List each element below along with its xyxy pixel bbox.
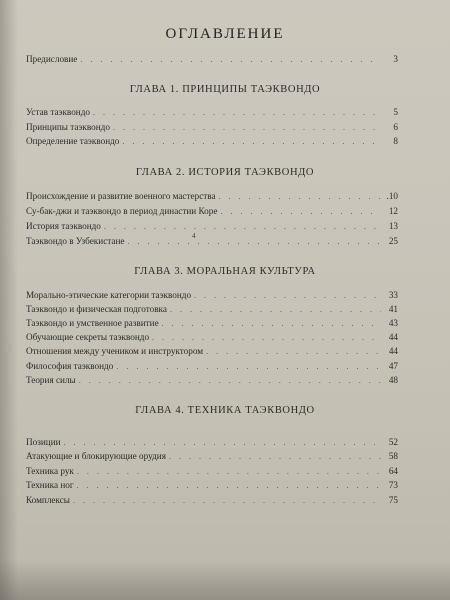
leader-dots: [162, 319, 381, 328]
leader-dots: [77, 481, 381, 490]
toc-entry: [26, 290, 398, 302]
leader-dots: [116, 362, 381, 371]
leader-dots: [93, 108, 381, 117]
leader-dots: [73, 496, 381, 505]
toc-entry-label: Предисловие: [26, 54, 78, 64]
toc-entry-page: 41: [388, 304, 398, 314]
toc-entry-label: Таэквондо и умственное развитие: [26, 318, 159, 328]
toc-entry-page: 5: [393, 107, 398, 117]
toc-entry-page: 75: [388, 495, 398, 505]
leader-dots: [104, 222, 381, 231]
toc-entry-page: 3: [393, 54, 398, 64]
leader-dots: [127, 237, 381, 246]
toc-entry-label: Техника рук: [26, 466, 74, 476]
toc-entry-label: История таэквондо: [26, 221, 101, 231]
toc-entry-label: Техника ног: [26, 480, 74, 490]
page-shadow-bottom: [0, 560, 450, 600]
toc-entry-label: Морально-этические категории таэквондо: [26, 290, 192, 300]
toc-entry-page: 44: [388, 346, 398, 356]
toc-entry-preface: [26, 54, 398, 66]
toc-entry: [26, 221, 398, 233]
toc-entry-label: Отношения между учеником и инструктором: [26, 346, 204, 356]
toc-entry: [26, 206, 398, 218]
toc-entry-label: Комплексы: [26, 495, 70, 505]
leader-dots: [194, 291, 381, 300]
toc-entry: [26, 437, 398, 449]
toc-entry-page: 48: [388, 375, 398, 385]
toc-entry: [26, 318, 398, 330]
toc-entry-label: Позиции: [26, 437, 61, 447]
leader-dots: [79, 376, 381, 385]
toc-entry: [26, 480, 398, 492]
leader-dots: [77, 467, 381, 476]
toc-entry: [26, 361, 398, 373]
toc-entry: [26, 191, 398, 203]
leader-dots: [169, 452, 381, 461]
toc-entry-label: Обучающие секреты таэквондо: [26, 332, 150, 342]
toc-entry-label: Атакующие и блокирующие орудия: [26, 451, 166, 461]
toc-entry-page: 47: [388, 361, 398, 371]
toc-entry-label: Таэквондо в Узбекистане: [26, 236, 125, 246]
leader-dots: [170, 305, 381, 314]
chapter-heading-3: ГЛАВА 3. МОРАЛЬНАЯ КУЛЬТУРА: [134, 266, 316, 277]
toc-entry: [26, 236, 398, 248]
toc-entry-label: Происхождение и развитие военного мастерства: [26, 191, 216, 201]
toc-entry-label: Таэквондо и физическая подготовка: [26, 304, 167, 314]
toc-entry: [26, 304, 398, 316]
toc-entry-page: 73: [388, 480, 398, 490]
toc-entry-page: 8: [393, 136, 398, 146]
toc-entry-label: Теория силы: [26, 375, 76, 385]
leader-dots: [206, 347, 381, 356]
toc-entry: [26, 466, 398, 478]
toc-entry: [26, 122, 398, 134]
toc-entry-page: 33: [388, 290, 398, 300]
page-title: ОГЛАВЛЕНИЕ: [165, 26, 285, 42]
toc-entry-page: 12: [388, 206, 398, 216]
toc-entry: [26, 107, 398, 119]
toc-entry-label: Устав таэквондо: [26, 107, 90, 117]
toc-entry-page: 64: [388, 466, 398, 476]
toc-entry: [26, 332, 398, 344]
leader-dots: [113, 123, 381, 132]
leader-dots: [152, 333, 381, 342]
toc-entry: [26, 375, 398, 387]
toc-entry-label: Су-бак-джи и таэквондо в период династии Коре: [26, 206, 218, 216]
leader-dots: [219, 192, 381, 201]
leader-dots: [64, 438, 381, 447]
toc-entry-page: 43: [388, 318, 398, 328]
toc-entry-page: 58: [388, 451, 398, 461]
toc-entry: [26, 495, 398, 507]
chapter-heading-2: ГЛАВА 2. ИСТОРИЯ ТАЭКВОНДО: [135, 167, 315, 178]
toc-entry-label: Определение таэквондо: [26, 136, 120, 146]
chapter-heading-4: ГЛАВА 4. ТЕХНИКА ТАЭКВОНДО: [135, 405, 315, 416]
stray-mark: 4: [192, 232, 196, 240]
toc-entry: [26, 346, 398, 358]
toc-entry-page: 25: [388, 236, 398, 246]
toc-entry-page: 6: [393, 122, 398, 132]
toc-entry: [26, 451, 398, 463]
leader-dots: [122, 137, 381, 146]
chapter-heading-1: ГЛАВА 1. ПРИНЦИПЫ ТАЭКВОНДО: [129, 84, 321, 95]
toc-entry-page: .10: [386, 191, 398, 201]
toc-entry-page: 52: [388, 437, 398, 447]
toc-entry-page: 44: [388, 332, 398, 342]
toc-entry-label: Философия таэквондо: [26, 361, 114, 371]
leader-dots: [80, 55, 381, 64]
toc-entry: [26, 136, 398, 148]
leader-dots: [220, 207, 381, 216]
toc-entry-label: Принципы таэквондо: [26, 122, 110, 132]
toc-entry-page: 13: [388, 221, 398, 231]
